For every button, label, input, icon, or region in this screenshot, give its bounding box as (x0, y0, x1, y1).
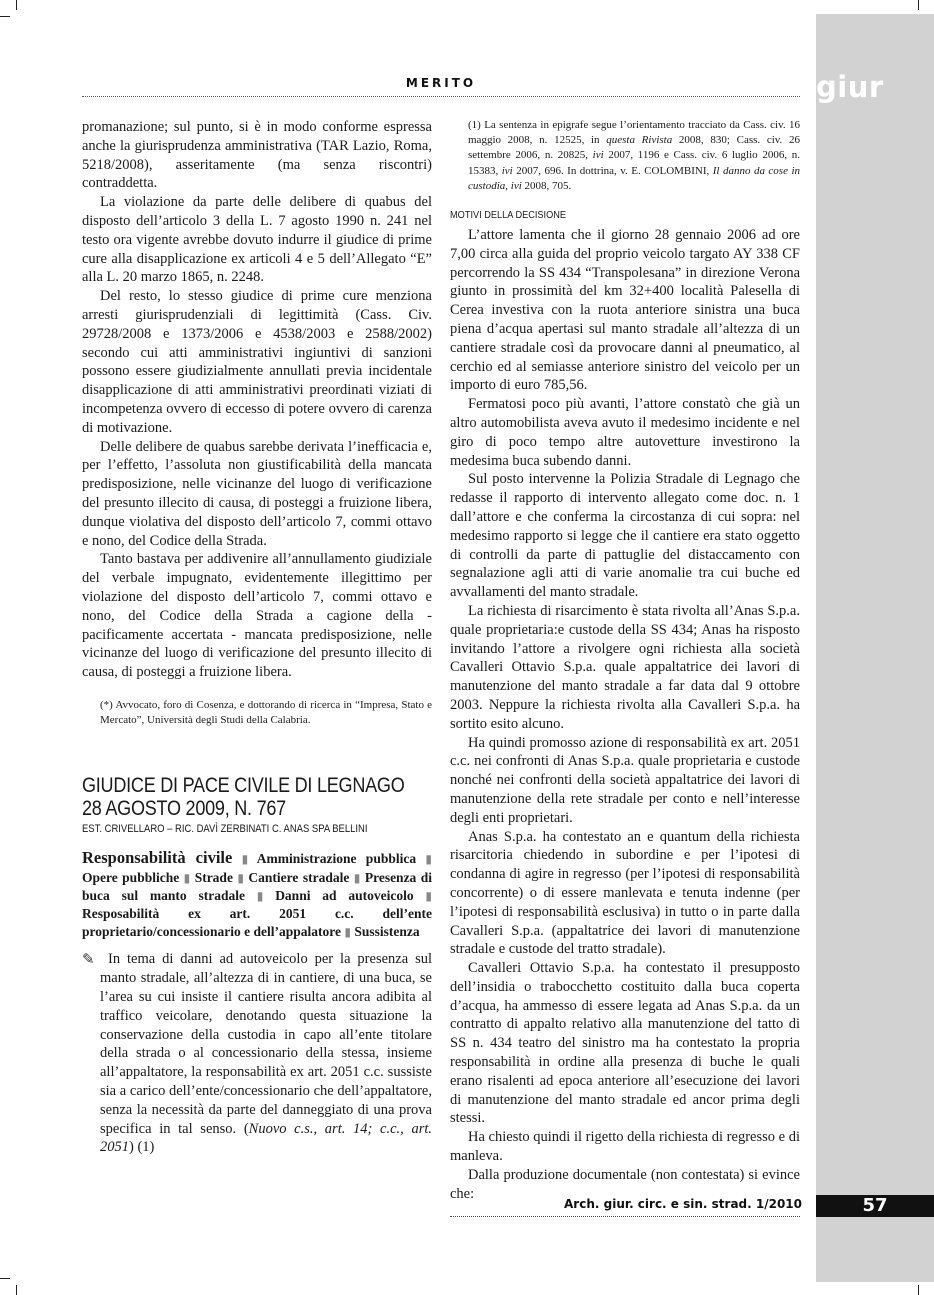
keyword: Sussistenza (354, 924, 420, 940)
footnote-text: 2007, 696. In dottrina, v. E. COLOMBINI, (512, 164, 713, 177)
separator: ▮ (353, 870, 361, 885)
keyword: Resposabilità ex art. 2051 c.c. dell’ente proprietario/concessionario e dell’appalatore (82, 905, 432, 940)
body-paragraph: Anas S.p.a. ha contestato an e quantum della richiesta risarcitoria chiedendo in subordine e per l’ipotesi di condanna di agire in regresso (per l’ipotesi di responsabilità concorrente) o di essere manlevata e tenuta indenne (per l’ipotesi di responsabilità esclusiva) in tutto o in parte dalla Cavalleri S.p.a. (appaltatrice dei lavori di manutenzione stradale e custode del tratto stradale). (450, 828, 800, 958)
case-subtitle: EST. CRIVELLARO – RIC. DAVÌ ZERBINATI C. ANAS SPA BELLINI (82, 823, 368, 836)
right-column (450, 118, 800, 1203)
crop-mark (918, 0, 919, 10)
abstract-citation: Nuovo c.s., art. 14; c.c., art. 2051 (100, 1120, 432, 1156)
case-title-line: GIUDICE DI PACE CIVILE DI LEGNAGO (82, 773, 405, 798)
separator: ▮ (425, 852, 432, 867)
body-paragraph: Delle delibere de quabus sarebbe derivata l’inefficacia e, per l’effetto, l’assoluta non giustificabilità della mancata predisposizione, nelle vicinanze del luogo di verificazione del presunto illecito di causa, di posteggi a fruizione libera, dunque violativa del disposto dell’articolo 7, commi ottavo e nono, del Codice della Strada. (82, 438, 432, 549)
body-paragraph: promanazione; sul punto, si è in modo conforme espressa anche la giurisprudenza amministrativa (TAR Lazio, Roma, 5218/2008), asseritamente (ma senza riscontri) contraddetta. (82, 119, 432, 192)
keyword: Presenza di buca sul manto stradale (82, 869, 433, 903)
keyword: Opere pubbliche (82, 869, 180, 885)
keyword: Responsabilità civile (82, 848, 233, 868)
case-title-line: 28 AGOSTO 2009, N. 767 (82, 796, 286, 821)
crop-mark (16, 1285, 17, 1295)
body-paragraph: La richiesta di risarcimento è stata rivolta all’Anas S.p.a. quale proprietaria:e custode della SS 434; Anas ha risposto invitando l’attore a rivolgere ogni richiesta alla società Cavalleri Ottavio S.p.a. quale appaltatrice dei lavori di manutenzione del manto stradale a far data dal 9 ottobre 2003. Neppure la richiesta rivolta alla Cavalleri S.p.a. ha sortito esito alcuno. (450, 602, 800, 732)
abstract-text: In tema di danni ad autoveicolo per la presenza sul manto stradale, all’altezza di in cantiere, di una buca, se l’area su cui insiste il cantiere risulta ancora adibita al traffico veicolare, denotando questa situazione la conservazione della custodia in capo all’ente titolare della strada o al concessionario della stessa, insieme all’appaltatore, la responsabilità ex art. 2051 c.c. sussiste sia a carico dell’ente/concessionario che dell’appaltatore, senza la necessità da parte del danneggiato di una prova specifica in tal senso. (Nuovo c.s., art. 14; c.c., art. 2051) (1) (100, 951, 432, 1156)
body-paragraph: Cavalleri Ottavio S.p.a. ha contestato il presupposto dell’insidia o trabocchetto costituito dalla buca coperta d’acqua, ha ammesso di essere legata ad Anas S.p.a. da un contratto di appalto relativo alla manutenzione del tatto di SS n. 434 teatro del sinistro ma ha contestato la propria responsabilità in ordine alla presenza di buche le quali erano risalenti ad epoca anteriore all’esecuzione dei lavori di manutenzione del manto stradale ed ancor prima degli stessi. (450, 960, 800, 1127)
keyword: Danni ad autoveicolo (275, 887, 414, 903)
page-number: 57 (816, 1195, 934, 1217)
journal-citation: Arch. giur. circ. e sin. strad. 1/2010 (564, 1197, 802, 1211)
crop-mark (918, 1285, 919, 1295)
footnote-text: 2007, 1196 e Cass. civ. 6 luglio 2006, n. 15383, (468, 149, 800, 177)
body-paragraph: Tanto bastava per addivenire all’annullamento giudiziale del verbale impugnato, evidentemente illegittimo per violazione del disposto dell’articolo 7, commi ottavo e nono, del Codice della Strada a cagione della - pacificamente accertata - mancata predisposizione, nelle vicinanze del luogo di verificazione del presunto illecito di causa, di posteggi a fruizione libera. (82, 551, 432, 681)
body-paragraph: Ha quindi promosso azione di responsabilità ex art. 2051 c.c. nei confronti di Anas S.p.a. quale proprietaria e custode nonché nei confronti della società appaltatrice dei lavori di manutenzione della rete stradale per conto e nell’interesse degli enti proprietari. (450, 734, 800, 826)
case-title (82, 773, 405, 821)
keyword: Amministrazione pubblica (256, 851, 417, 867)
body-paragraph: Ha chiesto quindi il rigetto della richiesta di regresso e di manleva. (450, 1129, 800, 1165)
crop-mark (0, 1278, 10, 1279)
footnote-text: 2008, 705. (521, 179, 572, 192)
author-footnote: (*) Avvocato, foro di Cosenza, e dottorando di ricerca in “Impresa, Stato e Mercato”, Università degli Studi della Calabria. (100, 698, 432, 727)
separator: ▮ (183, 870, 191, 885)
section-heading: MOTIVI DELLA DECISIONE (450, 210, 567, 222)
body-paragraph: La violazione da parte delle delibere di quabus del disposto dell’articolo 3 della L. 7 agosto 1990 n. 241 nel testo ora vigente avrebbe dovuto indurre il giudice di prime cure alla disapplicazione ex articoli 4 e 5 dell’Allegato “E” alla L. 20 marzo 1865, n. 2248. (82, 194, 432, 286)
separator: ▮ (425, 888, 432, 903)
crop-mark (0, 16, 10, 17)
body-paragraph: Fermatosi poco più avanti, l’attore constatò che già un altro automobilista aveva avuto il medesimo incidente e nel giro di poco tempo altre autovetture investirono la medesima buca subendo danni. (450, 396, 800, 469)
footnote-italic: Il danno da cose in custodia (468, 164, 800, 192)
keyword: Strade (194, 869, 233, 885)
body-paragraph: Sul posto intervenne la Polizia Stradale di Legnago che redasse il rapporto di intervento allegato come doc. n. 1 dall’attore e che conferma la circostanza di cui sopra: nel medesimo rapporto si legge che il cantiere era stato oggetto di controlli da parte di pattuglie del distaccamento con segnalazione agli atti di varie anomalie tra cui buche ed avvallamenti del manto stradale. (450, 471, 800, 601)
left-column (82, 118, 432, 1157)
separator: ▮ (237, 870, 244, 885)
body-paragraph: Del resto, lo stesso giudice di prime cure menziona arresti giurisprudenziali di legittimità (Cass. Civ. 29728/2008 e 1373/2006 e 4538/2003 e 2588/2002) secondo cui atti amministrativi ingiuntivi di sanzioni possono essere giudizialmente annullati previa incidentale disapplicazione di atti amministrativi preordinati viziati di incompetenza ovvero di eccesso di potere ovvero di carenza di motivazione. (82, 288, 432, 436)
abstract-body: In tema di danni ad autoveicolo per la presenza sul manto stradale, all’altezza di in cantiere, di una buca, se l’area su cui insiste il cantiere risulta ancora adibita al traffico veicolare, denotando questa situazione la conservazione della custodia in capo all’ente titolare della strada o al concessionario della stessa, insieme all’appaltatore, la responsabilità ex art. 2051 c.c. sussiste sia a carico dell’ente/concessionario che dell’appaltatore, senza la necessità da parte del danneggiato di una prova specifica in tal senso. (100, 951, 432, 1137)
separator: ▮ (241, 852, 249, 867)
header-rule (82, 96, 800, 97)
body-paragraph: L’attore lamenta che il giorno 28 gennaio 2006 ad ore 7,00 circa alla guida del proprio veicolo targato AY 338 CF percorrendo la SS 434 “Transpolesana” in direzione Verona giunto in prossimità del km 32+400 località Palesella di Cerea investiva con la ruota anteriore sinistra una buca piena d’acqua apertasi sul manto stradale all’altezza di un cantiere stradale così da provocare danni al pneumatico, al cerchio ed al semiasse anteriore sinistro del veicolo per un importo di euro 785,56. (450, 227, 800, 394)
keyword-list (82, 849, 432, 941)
footnote-italic: ivi (501, 164, 513, 177)
footnote-text: , (505, 179, 511, 192)
footnote-italic: ivi (592, 149, 604, 162)
separator: ▮ (256, 888, 264, 903)
crop-mark (16, 0, 17, 10)
keyword: Cantiere stradale (248, 869, 350, 885)
footnote-italic: questa Rivista (606, 134, 673, 147)
footer-rule (450, 1216, 800, 1217)
footnote-text: 2008, 830; Cass. civ. 26 settembre 2006, n. 20825, (468, 134, 800, 162)
separator: ▮ (344, 925, 351, 940)
footnote-italic: ivi (510, 179, 522, 192)
abstract-note-ref: (1) (137, 1139, 155, 1156)
case-footnote (450, 118, 800, 194)
case-abstract (82, 950, 432, 1157)
pencil-icon: ✎ (82, 952, 95, 969)
body-paragraph: Dalla produzione documentale (non contestata) si evince che: (450, 1166, 800, 1202)
footnote-text: (1) La sentenza in epigrafe segue l’orientamento tracciato da Cass. civ. 16 maggio 2008, n. 12525, in (468, 119, 800, 147)
running-head: MERITO (405, 76, 477, 90)
side-band (816, 14, 934, 1282)
section-tab-label: giur (816, 70, 884, 104)
